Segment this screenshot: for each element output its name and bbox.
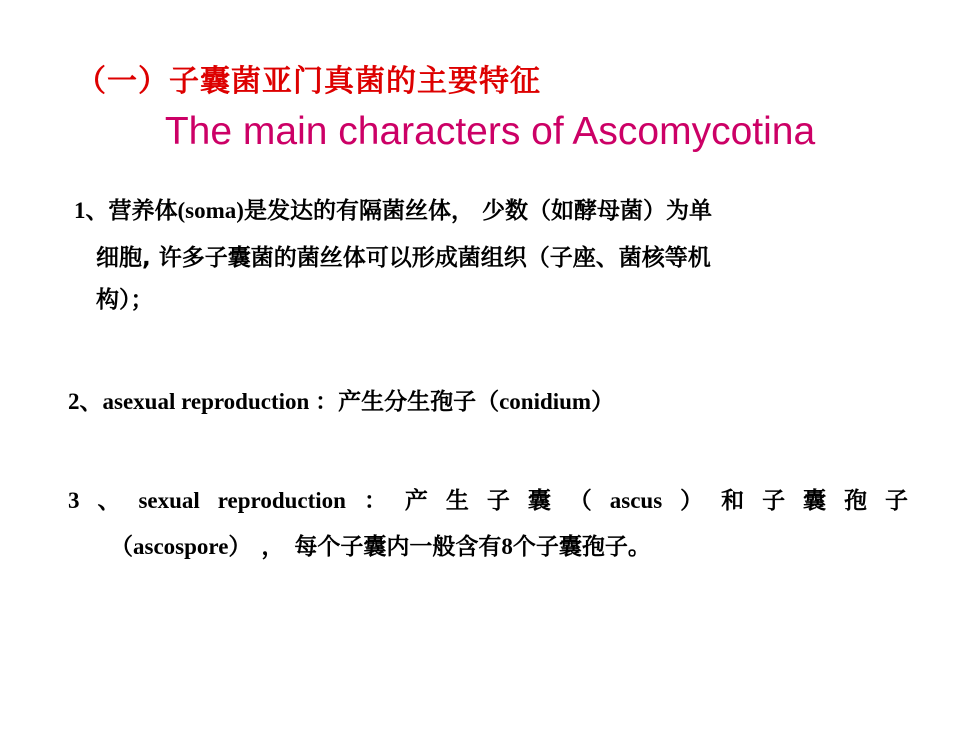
point-3-token: 子 <box>486 488 510 514</box>
point-3-token: ： <box>363 488 387 514</box>
point-3-chinese-text: 每个子囊内一般含有 <box>294 534 502 560</box>
slide-title-english: The main characters of Ascomycotina <box>164 110 816 153</box>
point-1-line-3: 构）； <box>96 287 154 313</box>
point-3-token: （ <box>568 488 592 514</box>
point-3-number-8: 8 <box>501 534 513 559</box>
point-2-english-term: asexual reproduction <box>102 389 316 414</box>
point-3-open-paren: （ <box>110 534 133 560</box>
point-3-line-2 <box>110 527 651 567</box>
point-1-term-soma: (soma) <box>177 198 244 223</box>
point-2-number: 2、 <box>68 389 103 414</box>
point-3-token: 产 <box>404 488 428 514</box>
point-3-close-paren: ） <box>228 534 252 560</box>
point-3-token: reproduction <box>217 488 346 513</box>
point-1-line-2: 细胞, 许多子囊菌的菌丝体可以形成菌组织（子座、菌核等机 <box>96 245 711 271</box>
point-3-line-1 <box>68 481 908 521</box>
point-3-term-ascospore: ascospore <box>133 534 229 559</box>
point-2-close-paren: ） <box>591 389 615 415</box>
point-3-token: 、 <box>97 488 121 514</box>
point-3-token: 孢 <box>844 488 867 514</box>
point-3-token: 3 <box>68 488 80 513</box>
slide-title-chinese: （一）子囊菌亚门真菌的主要特征 <box>76 64 541 99</box>
point-2-chinese-text: 产生分生孢子（ <box>338 389 500 415</box>
point-1-text-a: 营养体 <box>108 198 178 224</box>
point-1-number: 1、 <box>74 198 109 223</box>
point-2-colon: ： <box>315 389 339 415</box>
point-1-line-1 <box>74 191 712 231</box>
point-3-token: sexual <box>138 488 200 513</box>
point-3-token: ） <box>680 488 704 514</box>
point-2-term-conidium: conidium <box>499 389 592 414</box>
point-2 <box>68 382 614 422</box>
point-3-token: 囊 <box>527 488 551 514</box>
point-1-text-b: 是发达的有隔菌丝体， 少数（如酵母菌）为单 <box>243 198 712 224</box>
point-3-comma: ， <box>261 534 285 560</box>
point-3-token: ascus <box>609 488 663 513</box>
point-3-token: 囊 <box>803 488 827 514</box>
point-3-token: 生 <box>445 488 469 514</box>
point-3-token: 子 <box>762 488 786 514</box>
point-3-token: 子 <box>884 488 908 514</box>
point-3-token: 和 <box>721 488 745 514</box>
point-3-chinese-end: 个子囊孢子。 <box>512 534 651 560</box>
